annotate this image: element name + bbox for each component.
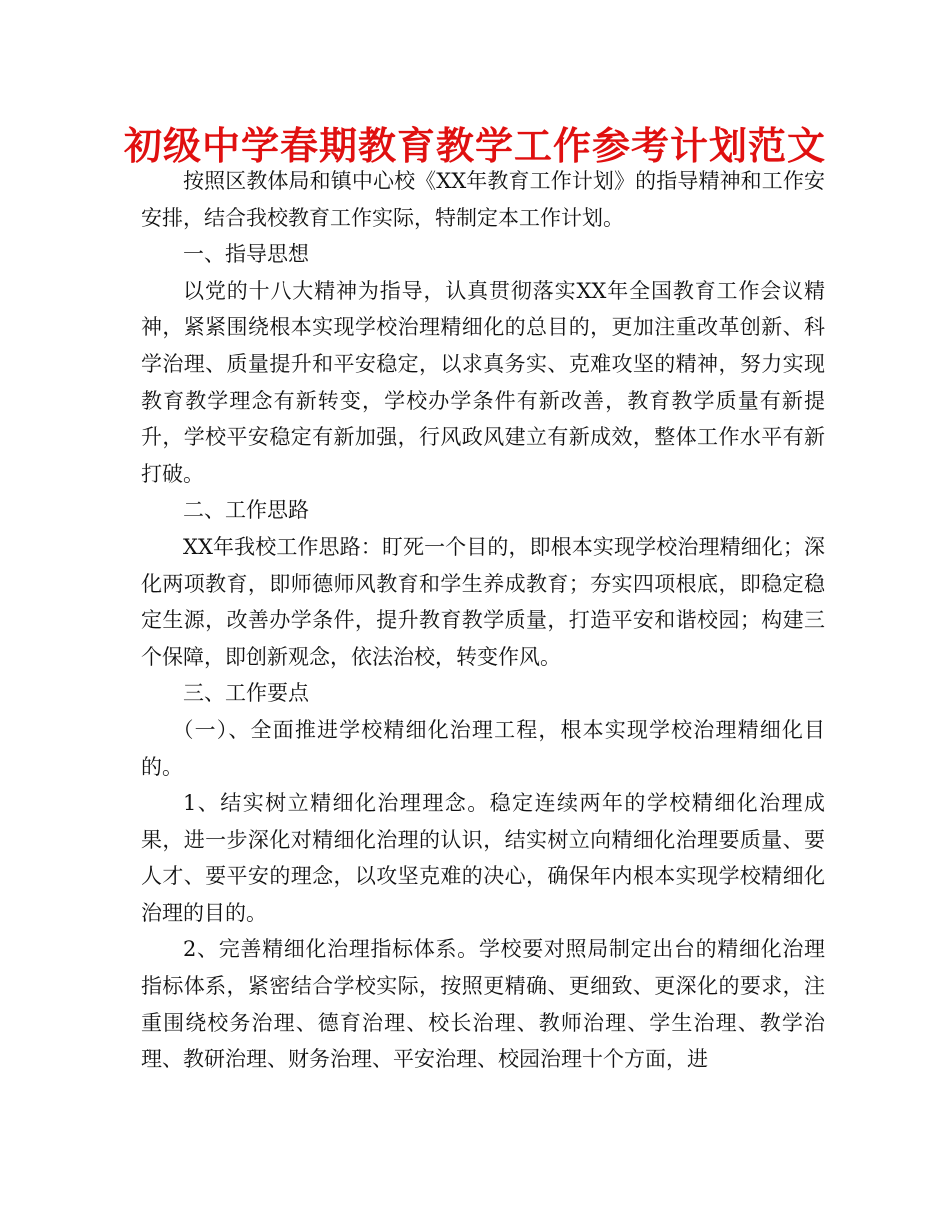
section-heading-guiding-thought: 一、指导思想 xyxy=(183,242,309,267)
intro-paragraph: 按照区教体局和镇中心校《XX年教育工作计划》的指导精神和工作安安排，结合我校教育工作实际，特制定本工作计划。 xyxy=(141,169,825,230)
guiding-thought-paragraph: 以党的十八大精神为指导，认真贯彻落实XX年全国教育工作会议精神，紧紧围绕根本实现学校治理精细化的总目的，更加注重改革创新、科学治理、质量提升和平安稳定，以求真务实、克难攻坚的精神，努力实现教育教学理念有新转变，学校办学条件有新改善，教育教学质量有新提升，学校平安稳定有新加强，行风政风建立有新成效，整体工作水平有新打破。 xyxy=(141,278,825,486)
key-point-paragraph-2: 2、完善精细化治理指标体系。学校要对照局制定出台的精细化治理指标体系，紧密结合学校实际，按照更精确、更细致、更深化的要求，注重围绕校务治理、德育治理、校长治理、教师治理、学生治理、教学治理、教研治理、财务治理、平安治理、校园治理十个方面，进 xyxy=(141,937,825,1072)
key-point-paragraph-1: 1、结实树立精细化治理理念。稳定连续两年的学校精细化治理成果，进一步深化对精细化治理的认识，结实树立向精细化治理要质量、要人才、要平安的理念，以攻坚克难的决心，确保年内根本实现学校精细化治理的目的。 xyxy=(141,791,825,925)
document-title: 初级中学春期教育教学工作参考计划范文 xyxy=(123,124,826,168)
section-heading-key-points: 三、工作要点 xyxy=(183,681,309,706)
subsection-heading-1: （一）、全面推进学校精细化治理工程，根本实现学校治理精细化目的。 xyxy=(141,717,825,779)
document-body xyxy=(141,163,825,1078)
section-heading-work-approach: 二、工作思路 xyxy=(183,498,309,523)
work-approach-paragraph: XX年我校工作思路：盯死一个目的，即根本实现学校治理精细化；深化两项教育，即师德师风教育和学生养成教育；夯实四项根底，即稳定稳定生源，改善办学条件，提升教育教学质量，打造平安和谐校园；构建三个保障，即创新观念，依法治校，转变作风。 xyxy=(141,534,825,669)
